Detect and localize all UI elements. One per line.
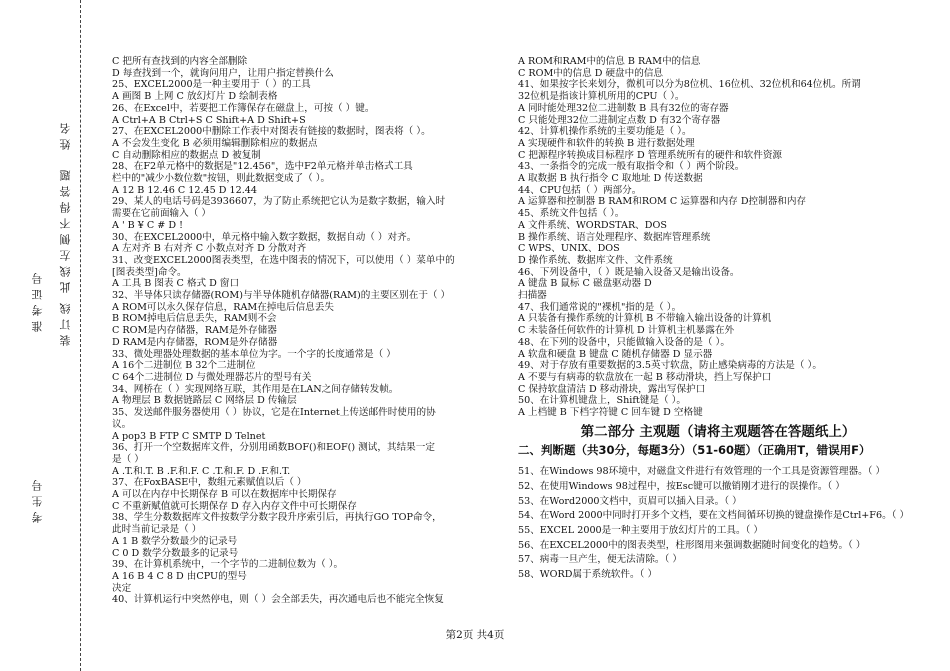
- right-column: [518, 56, 918, 584]
- question-line: A ROM可以永久保存信息，RAM在掉电后信息丢失: [112, 301, 334, 313]
- question-line: A 文件系统、WORDSTAR、DOS: [518, 219, 667, 231]
- question-line: A pop3 B FTP C SMTP D Telnet: [112, 430, 266, 442]
- question-line: C 把源程序转换成目标程序 D 管理系统所有的硬件和软件资源: [518, 149, 783, 161]
- question-line: 42、计算机操作系统的主要功能是（ ）。: [518, 126, 692, 138]
- question-line: C 0 D 数学分数最多的记录号: [112, 547, 239, 559]
- question-line: 29、某人的电话号码是3936607，为了防止系统把它认为是数字数据，输入时: [112, 196, 446, 208]
- question-line: 28、在F2单元格中的数据是"12.456"，选中F2单元格并单击格式工具: [112, 161, 413, 173]
- question-line: C 把所有查找到的内容全部删除: [112, 56, 248, 67]
- question-line: A 键盘 B 鼠标 C 磁盘驱动器 D: [518, 278, 652, 290]
- right-question-list: [518, 56, 918, 419]
- question-line: A 上档键 B 下档字符键 C 回车键 D 空格键: [518, 407, 703, 419]
- question-line: A .T.和.T. B .F.和.F. C .T.和.F. D .F.和.T.: [112, 465, 291, 477]
- question-line: 53、在Word2000文档中，页眉可以插入目录。（ ）: [518, 495, 742, 507]
- question-line: 是（ ）: [112, 453, 144, 465]
- question-line: A 实现硬件和软件的转换 B 进行数据处理: [518, 137, 695, 149]
- question-line: 58、WORD属于系统软件。（ ）: [518, 569, 658, 581]
- question-line: 此时当前记录是（ ）: [112, 524, 202, 536]
- question-line: A 画图 B 上网 C 放幻灯片 D 绘制表格: [112, 91, 278, 103]
- question-line: 26、在Excel中，若要把工作簿保存在磁盘上，可按（ ）键。: [112, 102, 375, 114]
- page-footer: 第2页 共4页: [445, 629, 505, 641]
- question-line: C 自动删除相应的数据点 D 被复制: [112, 149, 261, 161]
- question-line: 57、病毒一旦产生，便无法清除。（ ）: [518, 554, 682, 566]
- no-answer-notice: 此线左侧不得答题: [59, 165, 72, 293]
- question-line: C 保持软盘清洁 D 移动滑块，露出写保护口: [518, 383, 706, 395]
- question-line: A 可以在内存中长期保存 B 可以在数据库中长期保存: [112, 489, 337, 501]
- question-line: A 不会发生变化 B 必须用编辑删除相应的数据点: [112, 137, 318, 149]
- question-line: 45、系统文件包括（ ）。: [518, 208, 625, 220]
- question-line: 48、在下列的设备中，只能做输入设备的是（ ）。: [518, 336, 730, 348]
- question-line: 40、计算机运行中突然停电，则（ ）会全部丢失，再次通电后也不能完全恢复: [112, 594, 444, 606]
- question-line: A 同时能处理32位二进制数 B 具有32位的寄存器: [518, 102, 729, 114]
- question-line: A 12 B 12.46 C 12.45 D 12.44: [112, 184, 257, 196]
- question-line: 36、打开一个空数据库文件，分别用函数BOF()和EOF() 测试，其结果一定: [112, 442, 435, 454]
- question-line: 32、半导体只读存储器(ROM)与半导体随机存储器(RAM)的主要区别在于（ ）: [112, 290, 451, 302]
- question-line: A 左对齐 B 右对齐 C 小数点对齐 D 分散对齐: [112, 243, 307, 255]
- question-line: 35、发送邮件服务器使用（ ）协议，它是在Internet上传送邮件时使用的协: [112, 407, 436, 419]
- question-line: A 16 B 4 C 8 D 由CPU的型号: [112, 570, 247, 582]
- question-line: D 每查找到一个，就询问用户，让用户指定替换什么: [112, 67, 334, 79]
- question-line: A ' B ¥ C # D !: [112, 219, 183, 231]
- question-line: 44、CPU包括（ ）两部分。: [518, 184, 642, 196]
- question-line: 扫描器: [518, 290, 547, 302]
- question-line: C ROM中的信息 D 硬盘中的信息: [518, 67, 664, 79]
- question-line: 25、EXCEL2000是一种主要用于（ ）的工具: [112, 79, 311, 91]
- question-line: 50、在计算机键盘上，Shift键是（ ）。: [518, 395, 686, 407]
- question-line: C 未装备任何软件的计算机 D 计算机主机暴露在外: [518, 325, 735, 337]
- question-line: 51、在Windows 98环境中，对磁盘文件进行有效管理的一个工具是资源管理器。（ ）: [518, 466, 886, 478]
- question-line: D 操作系统、数据库文件、文件系统: [518, 254, 673, 266]
- binding-line: [80, 0, 81, 671]
- question-line: [图表类型]命令。: [112, 266, 187, 278]
- question-line: A 取数据 B 执行指令 C 取地址 D 传送数据: [518, 173, 703, 185]
- question-line: 27、在EXCEL2000中删除工作表中对图表有链接的数据时，图表将（ ）。: [112, 126, 431, 138]
- question-line: 栏中的"减少小数位数"按钮，则此数据变成了（ ）。: [112, 173, 331, 185]
- question-line: 39、在计算机系统中，一个字节的二进制位数为（ ）。: [112, 559, 344, 571]
- question-line: 46、下列设备中，（ ）既是输入设备又是输出设备。: [518, 266, 740, 278]
- bind-line-label: 装订线: [59, 298, 72, 346]
- left-column: [112, 56, 490, 606]
- question-line: 需要在它前面输入（ ）: [112, 208, 211, 220]
- question-line: A 软盘和硬盘 B 键盘 C 随机存储器 D 显示器: [518, 348, 713, 360]
- question-line: 41、如果按字长来划分，微机可以分为8位机、16位机、32位机和64位机。所谓: [518, 79, 861, 91]
- true-false-list: [518, 466, 918, 581]
- name-label: 姓名: [59, 118, 72, 150]
- question-line: 34、网桥在（ ）实现网络互联，其作用是在LAN之间存储转发帧。: [112, 383, 399, 395]
- question-line: A 不要与有病毒的软盘放在一起 B 移动滑块，挡上写保护口: [518, 371, 772, 383]
- question-line: 37、在FoxBASE中，数组元素赋值以后（ ）: [112, 477, 307, 489]
- question-line: C 只能处理32位二进制定点数 D 有32个寄存器: [518, 114, 721, 126]
- question-line: C 不重新赋值就可长期保存 D 存入内存文件中可长期保存: [112, 500, 357, 512]
- question-line: 30、在EXCEL2000中，单元格中输入数字数据，数据自动（ ）对齐。: [112, 231, 417, 243]
- question-line: A 运算器和控制器 B RAM和ROM C 运算器和内存 D控制器和内存: [518, 196, 807, 208]
- question-line: 47、我们通常说的"裸机"指的是（ ）。: [518, 301, 682, 313]
- exam-no-label: 考生号: [31, 475, 44, 523]
- question-line: A 物理层 B 数据链路层 C 网络层 D 传输层: [112, 395, 297, 407]
- question-line: B ROM掉电后信息丢失，RAM则不会: [112, 313, 277, 325]
- question-line: A 只装备有操作系统的计算机 B 不带输入输出设备的计算机: [518, 313, 772, 325]
- question-line: C 64个二进制位 D 与微处理器芯片的型号有关: [112, 371, 312, 383]
- question-line: A 工具 B 图表 C 格式 D 窗口: [112, 278, 240, 290]
- question-line: 54、在Word 2000中同时打开多个文档，要在文档间循环切换的键盘操作是Ctrl+F6。（ ）: [518, 510, 910, 522]
- exam-id-label: 准考证号: [31, 268, 44, 332]
- question-line: 52、在使用Windows 98过程中，按Esc键可以撤销刚才进行的误操作。（ ）: [518, 480, 845, 492]
- question-line: 决定: [112, 582, 132, 594]
- question-line: C ROM是内存储器，RAM是外存储器: [112, 325, 277, 337]
- question-line: 55、EXCEL 2000是一种主要用于放幻灯片的工具。（ ）: [518, 525, 763, 537]
- question-line: 31、改变EXCEL2000图表类型，在选中图表的情况下，可以使用（ ）菜单中的: [112, 254, 455, 266]
- question-line: 议。: [112, 418, 132, 430]
- question-line: A ROM和RAM中的信息 B RAM中的信息: [518, 56, 701, 67]
- question-line: 56、在EXCEL2000中的图表类型，柱形图用来强调数据随时间变化的趋势。（ ）: [518, 539, 866, 551]
- question-line: 49、对于存放有重要数据的3.5英寸软盘，防止感染病毒的方法是（ ）。: [518, 360, 822, 372]
- question-line: 33、微处理器处理数据的基本单位为字。一个字的长度通常是（ ）: [112, 348, 396, 360]
- question-line: 38、学生分数数据库文件按数学分数字段升序索引后，再执行GO TOP命令，: [112, 512, 442, 524]
- binding-margin: [0, 0, 95, 671]
- section-subtitle: 二、判断题（共30分，每题3分）（51-60题）（正确用T，错误用F）: [518, 442, 871, 457]
- question-line: 32位机是指该计算机所用的CPU（ ）。: [518, 91, 685, 103]
- question-line: 43、一条指令的完成一般有取指令和（ ）两个阶段。: [518, 161, 745, 173]
- question-line: A 16个二进制位 B 32个二进制位: [112, 360, 256, 372]
- question-line: D RAM是内存储器，ROM是外存储器: [112, 336, 278, 348]
- question-line: C WPS、UNIX、DOS: [518, 243, 620, 255]
- section-title: 第二部分 主观题（请将主观题答在答题纸上）: [580, 423, 856, 440]
- question-line: A Ctrl+A B Ctrl+S C Shift+A D Shift+S: [112, 114, 306, 126]
- question-line: A 1 B 数学分数最少的记录号: [112, 535, 238, 547]
- question-line: B 操作系统、语言处理程序、数据库管理系统: [518, 231, 711, 243]
